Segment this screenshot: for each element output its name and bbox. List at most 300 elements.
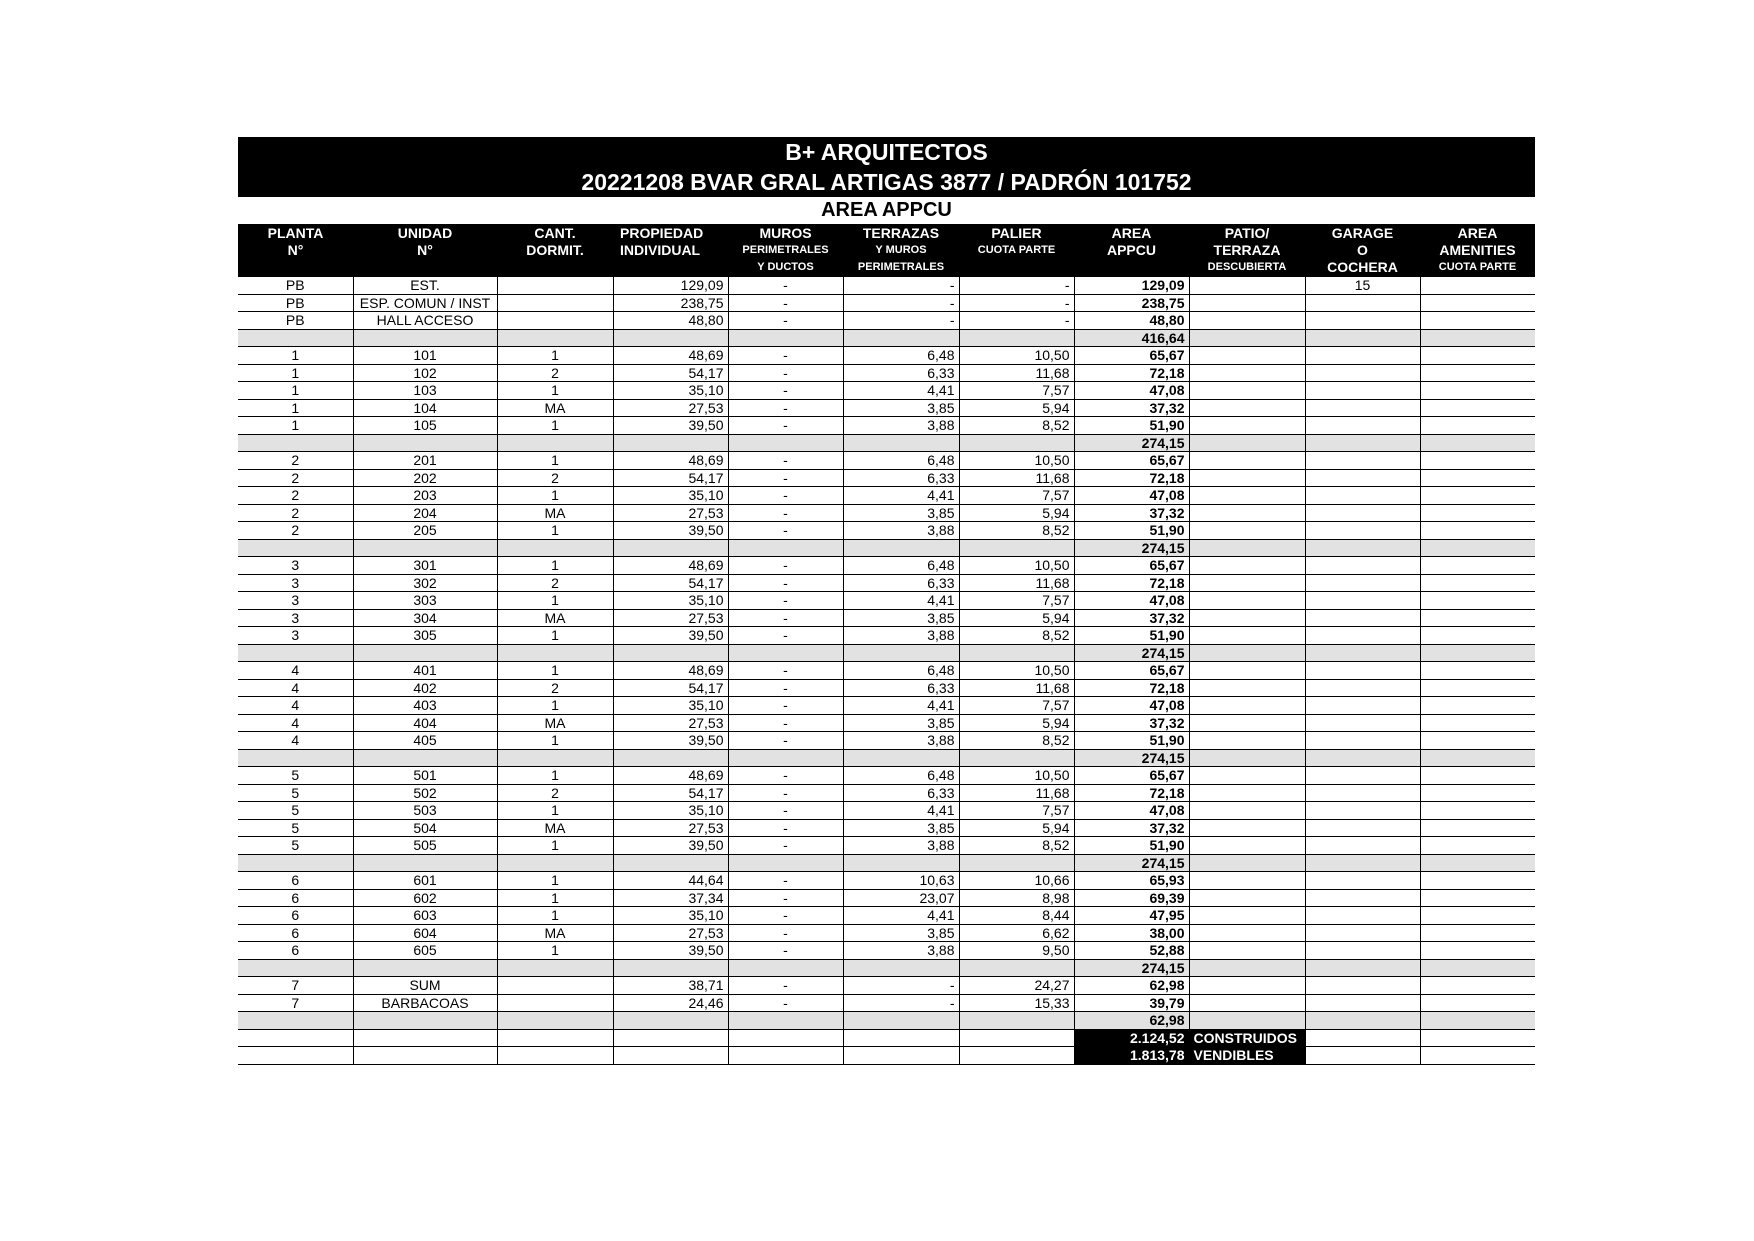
cell-area-appcu: 51,90 bbox=[1074, 837, 1189, 855]
empty-cell bbox=[1420, 434, 1535, 452]
cell-planta: 5 bbox=[238, 837, 353, 855]
cell-unidad: 603 bbox=[353, 907, 497, 925]
cell-unidad: 203 bbox=[353, 487, 497, 505]
table-row bbox=[238, 662, 1535, 680]
empty-cell bbox=[353, 1047, 497, 1065]
cell-unidad: 405 bbox=[353, 732, 497, 750]
cell-planta: 2 bbox=[238, 487, 353, 505]
cell-propiedad-individual: 39,50 bbox=[613, 522, 728, 540]
empty-cell bbox=[238, 1012, 353, 1030]
cell-unidad: 502 bbox=[353, 784, 497, 802]
table-row bbox=[238, 469, 1535, 487]
subtotal-value: 274,15 bbox=[1074, 854, 1189, 872]
cell-palier: 11,68 bbox=[959, 574, 1074, 592]
empty-cell bbox=[728, 644, 843, 662]
empty-cell bbox=[1420, 644, 1535, 662]
table-row bbox=[238, 557, 1535, 575]
cell-palier: - bbox=[959, 312, 1074, 330]
header-text: PERIMETRALES bbox=[742, 244, 829, 256]
table-row bbox=[238, 784, 1535, 802]
empty-cell bbox=[238, 1029, 353, 1047]
table-header bbox=[238, 224, 1535, 277]
cell-palier: 8,44 bbox=[959, 907, 1074, 925]
cell-unidad: 205 bbox=[353, 522, 497, 540]
cell-garage-cochera bbox=[1305, 347, 1420, 365]
cell-propiedad-individual: 238,75 bbox=[613, 294, 728, 312]
empty-cell bbox=[238, 329, 353, 347]
cell-unidad: SUM bbox=[353, 977, 497, 995]
cell-planta: 3 bbox=[238, 627, 353, 645]
cell-muros: - bbox=[728, 487, 843, 505]
cell-cant-dormit bbox=[497, 312, 613, 330]
cell-muros: - bbox=[728, 277, 843, 294]
cell-palier: 11,68 bbox=[959, 784, 1074, 802]
empty-cell bbox=[843, 959, 959, 977]
header-text: TERRAZAS bbox=[862, 225, 940, 241]
total-label: CONSTRUIDOS bbox=[1189, 1029, 1305, 1047]
cell-garage-cochera bbox=[1305, 924, 1420, 942]
cell-palier: 24,27 bbox=[959, 977, 1074, 995]
cell-area-appcu: 65,67 bbox=[1074, 347, 1189, 365]
header-planta bbox=[238, 224, 353, 277]
subtotal-row bbox=[238, 1012, 1535, 1030]
cell-unidad: EST. bbox=[353, 277, 497, 294]
cell-area-amenities bbox=[1420, 347, 1535, 365]
cell-area-appcu: 47,08 bbox=[1074, 382, 1189, 400]
cell-palier: 5,94 bbox=[959, 399, 1074, 417]
subtotal-value: 416,64 bbox=[1074, 329, 1189, 347]
cell-planta: 1 bbox=[238, 399, 353, 417]
cell-garage-cochera bbox=[1305, 627, 1420, 645]
cell-cant-dormit: 1 bbox=[497, 907, 613, 925]
empty-cell bbox=[238, 959, 353, 977]
empty-cell bbox=[728, 749, 843, 767]
table-row bbox=[238, 487, 1535, 505]
cell-area-amenities bbox=[1420, 977, 1535, 995]
cell-area-appcu: 47,08 bbox=[1074, 802, 1189, 820]
cell-palier: - bbox=[959, 277, 1074, 294]
cell-muros: - bbox=[728, 469, 843, 487]
cell-muros: - bbox=[728, 767, 843, 785]
cell-area-amenities bbox=[1420, 592, 1535, 610]
cell-garage-cochera bbox=[1305, 679, 1420, 697]
header-text: AREA bbox=[1457, 225, 1498, 241]
empty-cell bbox=[959, 1012, 1074, 1030]
cell-muros: - bbox=[728, 312, 843, 330]
cell-cant-dormit: MA bbox=[497, 504, 613, 522]
header-text: PLANTA bbox=[267, 225, 324, 241]
cell-muros: - bbox=[728, 994, 843, 1012]
cell-terrazas: 3,85 bbox=[843, 819, 959, 837]
cell-area-amenities bbox=[1420, 452, 1535, 470]
cell-unidad: 303 bbox=[353, 592, 497, 610]
cell-area-appcu: 69,39 bbox=[1074, 889, 1189, 907]
table-row bbox=[238, 452, 1535, 470]
header-text: CUOTA PARTE bbox=[1438, 261, 1517, 273]
header-text: PATIO/ bbox=[1224, 225, 1270, 241]
empty-cell bbox=[728, 1047, 843, 1065]
cell-area-appcu: 65,67 bbox=[1074, 662, 1189, 680]
cell-area-appcu: 238,75 bbox=[1074, 294, 1189, 312]
empty-cell bbox=[613, 329, 728, 347]
cell-planta: 2 bbox=[238, 452, 353, 470]
header-propiedad-individual bbox=[613, 224, 728, 277]
cell-propiedad-individual: 39,50 bbox=[613, 417, 728, 435]
cell-area-amenities bbox=[1420, 574, 1535, 592]
cell-cant-dormit: 2 bbox=[497, 784, 613, 802]
table-row bbox=[238, 364, 1535, 382]
table-row bbox=[238, 994, 1535, 1012]
cell-propiedad-individual: 39,50 bbox=[613, 732, 728, 750]
empty-cell bbox=[238, 434, 353, 452]
cell-patio-terraza bbox=[1189, 592, 1305, 610]
cell-planta: 1 bbox=[238, 382, 353, 400]
cell-area-appcu: 37,32 bbox=[1074, 819, 1189, 837]
cell-unidad: 501 bbox=[353, 767, 497, 785]
cell-garage-cochera bbox=[1305, 662, 1420, 680]
table-row bbox=[238, 312, 1535, 330]
cell-area-appcu: 51,90 bbox=[1074, 732, 1189, 750]
cell-muros: - bbox=[728, 399, 843, 417]
cell-planta: 7 bbox=[238, 994, 353, 1012]
cell-cant-dormit: 1 bbox=[497, 732, 613, 750]
cell-area-amenities bbox=[1420, 697, 1535, 715]
cell-garage-cochera bbox=[1305, 837, 1420, 855]
cell-terrazas: 4,41 bbox=[843, 907, 959, 925]
empty-cell bbox=[959, 539, 1074, 557]
cell-area-appcu: 65,67 bbox=[1074, 452, 1189, 470]
empty-cell bbox=[613, 749, 728, 767]
cell-muros: - bbox=[728, 452, 843, 470]
cell-terrazas: 3,85 bbox=[843, 609, 959, 627]
subtotal-value: 274,15 bbox=[1074, 959, 1189, 977]
cell-propiedad-individual: 35,10 bbox=[613, 907, 728, 925]
cell-terrazas: 3,88 bbox=[843, 522, 959, 540]
header-text: PALIER bbox=[991, 225, 1042, 241]
cell-area-amenities bbox=[1420, 732, 1535, 750]
cell-muros: - bbox=[728, 977, 843, 995]
cell-terrazas: 3,85 bbox=[843, 714, 959, 732]
cell-unidad: 201 bbox=[353, 452, 497, 470]
empty-cell bbox=[959, 1047, 1074, 1065]
empty-cell bbox=[613, 1029, 728, 1047]
cell-area-appcu: 72,18 bbox=[1074, 679, 1189, 697]
cell-planta: PB bbox=[238, 312, 353, 330]
cell-terrazas: 6,33 bbox=[843, 469, 959, 487]
cell-cant-dormit: 1 bbox=[497, 452, 613, 470]
empty-cell bbox=[1189, 329, 1305, 347]
cell-patio-terraza bbox=[1189, 312, 1305, 330]
cell-palier: 5,94 bbox=[959, 714, 1074, 732]
cell-terrazas: 10,63 bbox=[843, 872, 959, 890]
cell-muros: - bbox=[728, 574, 843, 592]
cell-muros: - bbox=[728, 697, 843, 715]
cell-area-appcu: 65,93 bbox=[1074, 872, 1189, 890]
cell-unidad: 403 bbox=[353, 697, 497, 715]
empty-cell bbox=[353, 1012, 497, 1030]
cell-area-appcu: 38,00 bbox=[1074, 924, 1189, 942]
header-text: Y MUROS bbox=[875, 244, 927, 256]
empty-cell bbox=[959, 1029, 1074, 1047]
cell-patio-terraza bbox=[1189, 504, 1305, 522]
cell-patio-terraza bbox=[1189, 784, 1305, 802]
cell-planta: 1 bbox=[238, 347, 353, 365]
empty-cell bbox=[613, 959, 728, 977]
cell-unidad: 401 bbox=[353, 662, 497, 680]
cell-area-appcu: 72,18 bbox=[1074, 574, 1189, 592]
cell-garage-cochera bbox=[1305, 819, 1420, 837]
cell-area-appcu: 52,88 bbox=[1074, 942, 1189, 960]
empty-cell bbox=[843, 749, 959, 767]
cell-cant-dormit: MA bbox=[497, 714, 613, 732]
cell-terrazas: 6,33 bbox=[843, 679, 959, 697]
table-row bbox=[238, 977, 1535, 995]
cell-unidad: 504 bbox=[353, 819, 497, 837]
cell-propiedad-individual: 39,50 bbox=[613, 837, 728, 855]
header-text: N° bbox=[417, 242, 433, 258]
table-row bbox=[238, 942, 1535, 960]
empty-cell bbox=[1420, 854, 1535, 872]
cell-planta: 5 bbox=[238, 802, 353, 820]
cell-planta: 1 bbox=[238, 417, 353, 435]
cell-patio-terraza bbox=[1189, 399, 1305, 417]
empty-cell bbox=[959, 854, 1074, 872]
empty-cell bbox=[843, 1029, 959, 1047]
empty-cell bbox=[353, 434, 497, 452]
table-row bbox=[238, 417, 1535, 435]
cell-area-amenities bbox=[1420, 294, 1535, 312]
cell-area-amenities bbox=[1420, 557, 1535, 575]
header-text: COCHERA bbox=[1327, 259, 1398, 275]
empty-cell bbox=[728, 854, 843, 872]
cell-planta: 4 bbox=[238, 697, 353, 715]
cell-area-amenities bbox=[1420, 522, 1535, 540]
cell-garage-cochera bbox=[1305, 382, 1420, 400]
company-title: B+ ARQUITECTOS bbox=[785, 139, 988, 165]
cell-area-amenities bbox=[1420, 942, 1535, 960]
cell-palier: 10,50 bbox=[959, 662, 1074, 680]
subtotal-row bbox=[238, 539, 1535, 557]
project-title: 20221208 BVAR GRAL ARTIGAS 3877 / PADRÓN 101752 bbox=[581, 169, 1192, 195]
cell-garage-cochera bbox=[1305, 574, 1420, 592]
empty-cell bbox=[613, 539, 728, 557]
cell-terrazas: - bbox=[843, 294, 959, 312]
cell-palier: 5,94 bbox=[959, 819, 1074, 837]
header-muros bbox=[728, 224, 843, 277]
cell-terrazas: 3,88 bbox=[843, 417, 959, 435]
cell-area-amenities bbox=[1420, 417, 1535, 435]
empty-cell bbox=[1305, 644, 1420, 662]
cell-muros: - bbox=[728, 907, 843, 925]
subtotal-value: 274,15 bbox=[1074, 644, 1189, 662]
cell-muros: - bbox=[728, 592, 843, 610]
cell-garage-cochera bbox=[1305, 977, 1420, 995]
empty-cell bbox=[353, 1029, 497, 1047]
subtotal-value: 274,15 bbox=[1074, 434, 1189, 452]
cell-unidad: 301 bbox=[353, 557, 497, 575]
cell-cant-dormit: 1 bbox=[497, 487, 613, 505]
cell-cant-dormit: 2 bbox=[497, 679, 613, 697]
table-row bbox=[238, 609, 1535, 627]
empty-cell bbox=[1305, 329, 1420, 347]
empty-cell bbox=[1189, 644, 1305, 662]
empty-cell bbox=[497, 434, 613, 452]
cell-garage-cochera bbox=[1305, 889, 1420, 907]
empty-cell bbox=[497, 539, 613, 557]
cell-palier: 8,52 bbox=[959, 837, 1074, 855]
table-row bbox=[238, 837, 1535, 855]
empty-cell bbox=[497, 854, 613, 872]
empty-cell bbox=[497, 1047, 613, 1065]
cell-terrazas: 3,88 bbox=[843, 627, 959, 645]
cell-planta: 7 bbox=[238, 977, 353, 995]
table-row bbox=[238, 907, 1535, 925]
cell-area-appcu: 47,08 bbox=[1074, 487, 1189, 505]
cell-terrazas: 6,48 bbox=[843, 452, 959, 470]
cell-muros: - bbox=[728, 504, 843, 522]
cell-garage-cochera bbox=[1305, 872, 1420, 890]
cell-patio-terraza bbox=[1189, 679, 1305, 697]
cell-propiedad-individual: 48,69 bbox=[613, 662, 728, 680]
table-row bbox=[238, 697, 1535, 715]
cell-garage-cochera bbox=[1305, 399, 1420, 417]
title-block bbox=[238, 137, 1535, 197]
cell-cant-dormit: MA bbox=[497, 924, 613, 942]
cell-area-amenities bbox=[1420, 837, 1535, 855]
cell-garage-cochera bbox=[1305, 592, 1420, 610]
cell-muros: - bbox=[728, 679, 843, 697]
cell-planta: 2 bbox=[238, 504, 353, 522]
cell-cant-dormit: 1 bbox=[497, 557, 613, 575]
cell-unidad: 105 bbox=[353, 417, 497, 435]
cell-unidad: 604 bbox=[353, 924, 497, 942]
empty-cell bbox=[1305, 749, 1420, 767]
cell-garage-cochera bbox=[1305, 504, 1420, 522]
cell-area-appcu: 51,90 bbox=[1074, 522, 1189, 540]
empty-cell bbox=[843, 539, 959, 557]
cell-cant-dormit: 2 bbox=[497, 469, 613, 487]
subtotal-row bbox=[238, 434, 1535, 452]
empty-cell bbox=[613, 434, 728, 452]
cell-planta: 4 bbox=[238, 714, 353, 732]
cell-cant-dormit: 1 bbox=[497, 697, 613, 715]
subtotal-row bbox=[238, 854, 1535, 872]
header-text: Y DUCTOS bbox=[757, 261, 814, 273]
empty-cell bbox=[238, 749, 353, 767]
cell-garage-cochera bbox=[1305, 364, 1420, 382]
empty-cell bbox=[497, 749, 613, 767]
cell-area-amenities bbox=[1420, 767, 1535, 785]
cell-muros: - bbox=[728, 889, 843, 907]
empty-cell bbox=[1305, 1047, 1420, 1065]
table-row bbox=[238, 382, 1535, 400]
cell-planta: 4 bbox=[238, 679, 353, 697]
cell-area-amenities bbox=[1420, 487, 1535, 505]
cell-patio-terraza bbox=[1189, 697, 1305, 715]
cell-patio-terraza bbox=[1189, 557, 1305, 575]
header-text: AREA bbox=[1111, 225, 1152, 241]
cell-area-amenities bbox=[1420, 469, 1535, 487]
subtotal-row bbox=[238, 749, 1535, 767]
cell-patio-terraza bbox=[1189, 382, 1305, 400]
empty-cell bbox=[1305, 959, 1420, 977]
cell-patio-terraza bbox=[1189, 609, 1305, 627]
cell-palier: 11,68 bbox=[959, 364, 1074, 382]
cell-area-amenities bbox=[1420, 784, 1535, 802]
cell-palier: 7,57 bbox=[959, 382, 1074, 400]
cell-muros: - bbox=[728, 802, 843, 820]
cell-garage-cochera bbox=[1305, 714, 1420, 732]
cell-unidad: ESP. COMUN / INST bbox=[353, 294, 497, 312]
header-unidad bbox=[353, 224, 497, 277]
cell-propiedad-individual: 27,53 bbox=[613, 924, 728, 942]
cell-planta: 3 bbox=[238, 574, 353, 592]
empty-cell bbox=[843, 434, 959, 452]
cell-garage-cochera bbox=[1305, 487, 1420, 505]
cell-cant-dormit: 1 bbox=[497, 942, 613, 960]
cell-unidad: 305 bbox=[353, 627, 497, 645]
cell-cant-dormit bbox=[497, 294, 613, 312]
cell-unidad: 104 bbox=[353, 399, 497, 417]
header-text: CUOTA PARTE bbox=[977, 244, 1056, 256]
cell-area-appcu: 51,90 bbox=[1074, 627, 1189, 645]
cell-planta: 4 bbox=[238, 662, 353, 680]
cell-area-amenities bbox=[1420, 714, 1535, 732]
cell-propiedad-individual: 35,10 bbox=[613, 592, 728, 610]
cell-palier: 10,66 bbox=[959, 872, 1074, 890]
cell-propiedad-individual: 129,09 bbox=[613, 277, 728, 294]
cell-propiedad-individual: 39,50 bbox=[613, 627, 728, 645]
cell-propiedad-individual: 35,10 bbox=[613, 697, 728, 715]
cell-terrazas: 3,88 bbox=[843, 837, 959, 855]
cell-palier: 8,98 bbox=[959, 889, 1074, 907]
table-row bbox=[238, 714, 1535, 732]
cell-unidad: 304 bbox=[353, 609, 497, 627]
empty-cell bbox=[1189, 539, 1305, 557]
cell-garage-cochera bbox=[1305, 994, 1420, 1012]
cell-palier: 9,50 bbox=[959, 942, 1074, 960]
subtotal-row bbox=[238, 644, 1535, 662]
empty-cell bbox=[728, 959, 843, 977]
header-text: TERRAZA bbox=[1213, 242, 1281, 258]
header-text: DORMIT. bbox=[526, 242, 584, 258]
empty-cell bbox=[497, 1029, 613, 1047]
cell-palier: 7,57 bbox=[959, 697, 1074, 715]
cell-garage-cochera bbox=[1305, 609, 1420, 627]
cell-area-amenities bbox=[1420, 819, 1535, 837]
cell-patio-terraza bbox=[1189, 294, 1305, 312]
empty-cell bbox=[238, 854, 353, 872]
cell-area-appcu: 37,32 bbox=[1074, 609, 1189, 627]
cell-terrazas: - bbox=[843, 994, 959, 1012]
cell-area-appcu: 62,98 bbox=[1074, 977, 1189, 995]
total-value: 2.124,52 bbox=[1074, 1029, 1189, 1047]
cell-planta: 6 bbox=[238, 907, 353, 925]
cell-area-appcu: 37,32 bbox=[1074, 399, 1189, 417]
empty-cell bbox=[1305, 1012, 1420, 1030]
cell-muros: - bbox=[728, 627, 843, 645]
table-row bbox=[238, 294, 1535, 312]
cell-terrazas: 4,41 bbox=[843, 697, 959, 715]
header-text: APPCU bbox=[1106, 242, 1156, 258]
cell-patio-terraza bbox=[1189, 977, 1305, 995]
empty-cell bbox=[728, 1029, 843, 1047]
cell-propiedad-individual: 54,17 bbox=[613, 364, 728, 382]
cell-area-appcu: 51,90 bbox=[1074, 417, 1189, 435]
cell-area-appcu: 48,80 bbox=[1074, 312, 1189, 330]
sheet-subtitle: AREA APPCU bbox=[821, 199, 952, 221]
cell-unidad: 601 bbox=[353, 872, 497, 890]
